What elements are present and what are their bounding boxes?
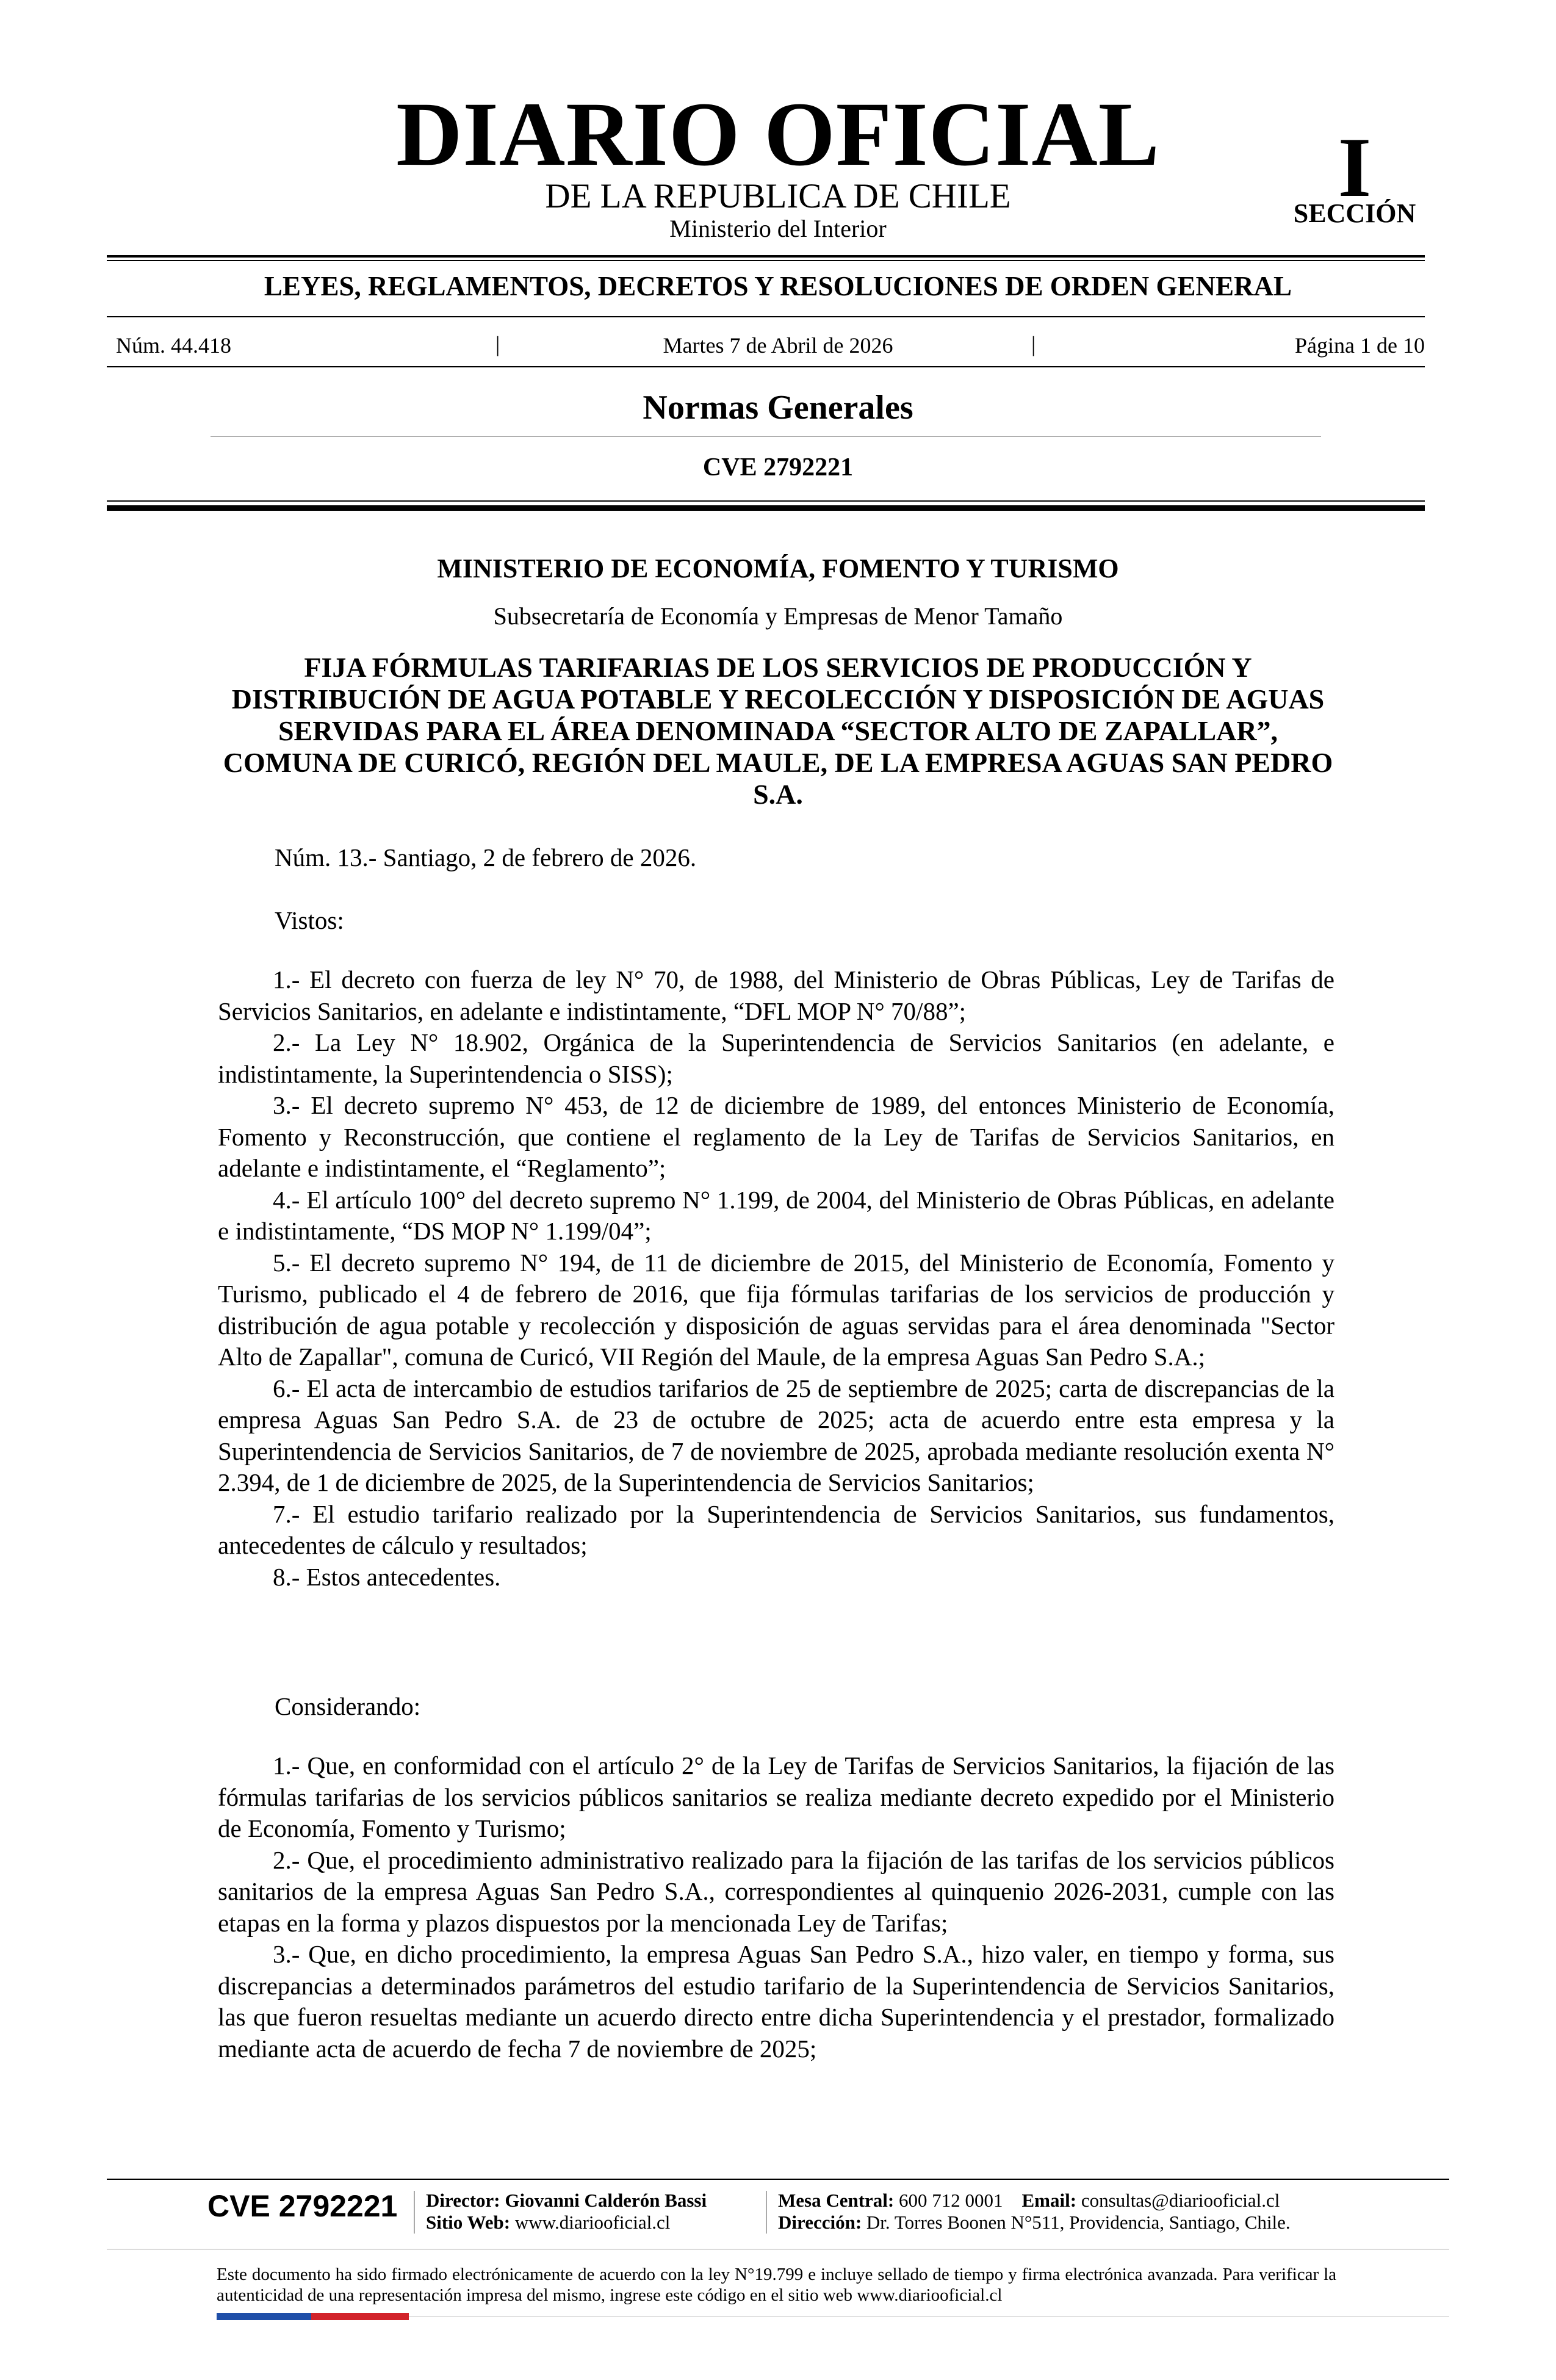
list-item: 3.- Que, en dicho procedimiento, la empresa Aguas San Pedro S.A., hizo valer, en tiempo y forma, sus discrepancias a determinados parámetros del estudio tarifario de la Superintendencia de Servicios Sanitarios, las que fueron resueltas mediante un acuerdo directo entre dicha Superintendencia y el prestador, formalizado mediante acta de acuerdo de fecha 7 de noviembre de 2025; [218,1940,1334,2063]
footer-disclaimer: Este documento ha sido firmado electrónicamente de acuerdo con la ley N°19.799 e incluye sellado de tiempo y firma electrónica avanzada. Para verificar la autenticidad de una representación impresa del mismo, ingrese este código en el sitio web www.diariooficial.cl [217,2265,1336,2305]
vistos-heading: Vistos: [275,906,344,934]
meta-separator: | [1031,332,1036,356]
list-item: 5.- El decreto supremo N° 194, de 11 de diciembre de 2015, del Ministerio de Economía, Fomento y Turismo, publicado el 4 de febrero de 2016, que fija fórmulas tarifarias de los servicios de producción y distribución de agua potable y recolección y disposición de aguas servidas para el área denominada "Sector Alto de Zapallar", comuna de Curicó, VII Región del Maule, de la empresa Aguas San Pedro S.A.; [218,1248,1334,1371]
vistos-list [218,964,1334,1593]
footer-divider [766,2191,767,2234]
considerando-heading: Considerando: [275,1692,421,1720]
meta-separator: | [495,332,500,356]
footer-rule-top [107,2179,1449,2180]
page-number: Página 1 de 10 [1295,333,1425,358]
document-classification: LEYES, REGLAMENTOS, DECRETOS Y RESOLUCIONES DE ORDEN GENERAL [264,271,1292,301]
address-label: Dirección: [778,2212,862,2233]
website-link[interactable]: www.diariooficial.cl [514,2212,671,2233]
email-link[interactable]: consultas@diariooficial.cl [1081,2190,1280,2211]
list-item: 2.- La Ley N° 18.902, Orgánica de la Superintendencia de Servicios Sanitarios (en adelante, e indistintamente, la Superintendencia o SISS); [218,1028,1334,1088]
decree-title: FIJA FÓRMULAS TARIFARIAS DE LOS SERVICIOS DE PRODUCCIÓN Y DISTRIBUCIÓN DE AGUA POTABLE Y RECOLECCIÓN Y DISPOSICIÓN DE AGUAS SERVIDAS PARA EL ÁREA DENOMINADA “SECTOR ALTO DE ZAPALLAR”, COMUNA DE CURICÓ, REGIÓN DEL MAULE, DE LA EMPRESA AGUAS SAN PEDRO S.A. [223,652,1333,810]
section-label: SECCIÓN [1293,198,1416,228]
decree-number-date: Núm. 13.- Santiago, 2 de febrero de 2026. [275,843,697,871]
email-label: Email: [1021,2190,1077,2211]
section-numeral: I [1338,120,1372,215]
issue-number: Núm. 44.418 [116,333,231,358]
section-heading: Normas Generales [643,389,913,427]
footer-contact-block [778,2190,1291,2234]
address-text: Dr. Torres Boonen N°511, Providencia, Santiago, Chile. [866,2212,1291,2233]
masthead-rule-bottom [107,260,1425,261]
list-item: 4.- El artículo 100° del decreto supremo N° 1.199, de 2004, del Ministerio de Obras Públicas, en adelante e indistintamente, “DS MOP N° 1.199/04”; [218,1185,1334,1245]
list-item: 3.- El decreto supremo N° 453, de 12 de diciembre de 1989, del entonces Ministerio de Economía, Fomento y Reconstrucción, que contiene el reglamento de la Ley de Tarifas de Servicios Sanitarios, en adelante e indistintamente, el “Reglamento”; [218,1091,1334,1182]
undersecretariat: Subsecretaría de Economía y Empresas de Menor Tamaño [493,602,1063,630]
masthead-rule-top [107,255,1425,258]
considerando-list [218,1750,1334,2064]
footer-cve-code: CVE 2792221 [207,2189,398,2223]
phone-label: Mesa Central: [778,2190,895,2211]
masthead-subtitle: DE LA REPUBLICA DE CHILE [545,177,1011,215]
director-label: Director: [426,2190,500,2211]
list-item: 6.- El acta de intercambio de estudios tarifarios de 25 de septiembre de 2025; carta de discrepancias de la empresa Aguas San Pedro S.A. de 23 de octubre de 2025; acta de acuerdo entre esta empresa y la Superintendencia de Servicios Sanitarios, de 7 de noviembre de 2025, aprobada mediante resolución exenta N° 2.394, de 1 de diciembre de 2025, de la Superintendencia de Servicios Sanitarios; [218,1374,1334,1496]
website-label: Sitio Web: [426,2212,511,2233]
footer-director-block [426,2190,707,2234]
cve-code: CVE 2792221 [702,453,854,481]
ministry-name: MINISTERIO DE ECONOMÍA, FOMENTO Y TURISMO [437,554,1119,583]
phone-number: 600 712 0001 [899,2190,1003,2211]
list-item: 7.- El estudio tarifario realizado por la Superintendencia de Servicios Sanitarios, sus fundamentos, antecedentes de cálculo y resultados; [218,1499,1334,1559]
flag-stripe-blue [217,2313,311,2320]
classification-rule [107,316,1425,317]
list-item: 2.- Que, el procedimiento administrativo realizado para la fijación de las tarifas de los servicios públicos sanitarios de la empresa Aguas San Pedro S.A., correspondientes al quinquenio 2026-2031, cumple con las etapas en la forma y plazos dispuestos por la mencionada Ley de Tarifas; [218,1845,1334,1937]
meta-rule [107,366,1425,367]
header-rule-thick [107,505,1425,511]
section-heading-underline [211,436,1321,437]
masthead-title: DIARIO OFICIAL [396,84,1160,185]
list-item: 1.- Que, en conformidad con el artículo 2° de la Ley de Tarifas de Servicios Sanitarios, la fijación de las fórmulas tarifarias de los servicios públicos sanitarios se realiza mediante decreto expedido por el Ministerio de Economía, Fomento y Turismo; [218,1751,1334,1842]
issue-date: Martes 7 de Abril de 2026 [663,333,893,358]
director-name: Giovanni Calderón Bassi [505,2190,707,2211]
header-rule-thin [107,500,1425,502]
masthead-ministry: Ministerio del Interior [669,215,887,242]
flag-stripe-red [311,2313,409,2320]
footer-divider [414,2191,415,2234]
list-item: 1.- El decreto con fuerza de ley N° 70, de 1988, del Ministerio de Obras Públicas, Ley de Tarifas de Servicios Sanitarios, en adelante e indistintamente, “DFL MOP N° 70/88”; [218,965,1334,1025]
list-item: 8.- Estos antecedentes. [273,1562,501,1591]
